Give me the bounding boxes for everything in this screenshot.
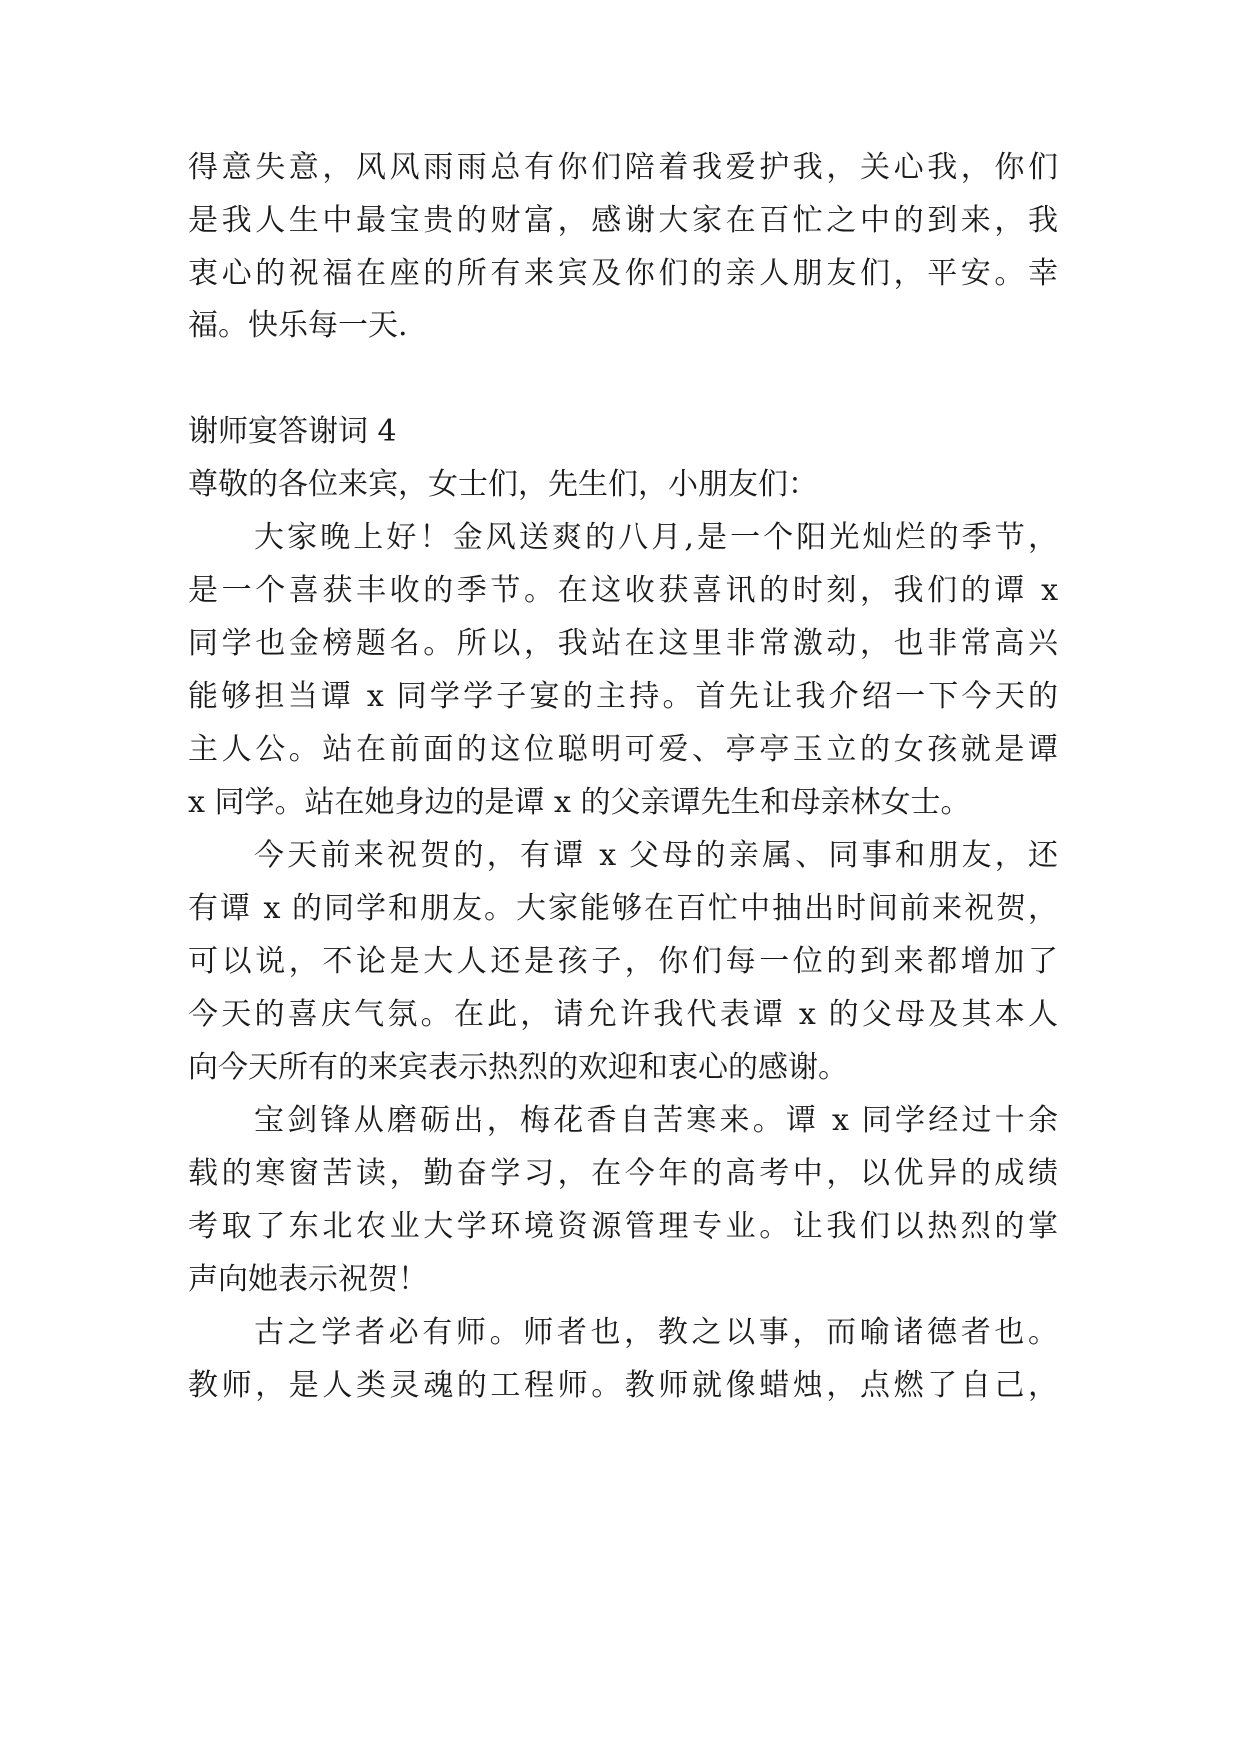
salutation: 尊敬的各位来宾，女士们，先生们，小朋友们： [188,467,818,502]
paragraph-line: 教师，是人类灵魂的工程师。教师就像蜡烛，点燃了自己， [188,1368,1058,1403]
intro-line: 衷心的祝福在座的所有来宾及你们的亲人朋友们，平安。幸 [188,256,1058,291]
paragraph-line: 考取了东北农业大学环境资源管理专业。让我们以热烈的掌 [188,1209,1058,1244]
paragraph-line: 宝剑锋从磨砺出，梅花香自苦寒来。谭 x 同学经过十余 [254,1103,1058,1138]
paragraph-line: 今天前来祝贺的，有谭 x 父母的亲属、同事和朋友，还 [254,838,1058,873]
paragraph-line: 是一个喜获丰收的季节。在这收获喜讯的时刻，我们的谭 x [188,573,1058,608]
paragraph-line: 主人公。站在前面的这位聪明可爱、亭亭玉立的女孩就是谭 [188,732,1058,767]
paragraph-line: x 同学。站在她身边的是谭 x 的父亲谭先生和母亲林女士。 [188,785,971,820]
intro-line: 得意失意，风风雨雨总有你们陪着我爱护我，关心我，你们 [188,150,1058,185]
paragraph-line: 能够担当谭 x 同学学子宴的主持。首先让我介绍一下今天的 [188,679,1058,714]
paragraph-line: 今天的喜庆气氛。在此，请允许我代表谭 x 的父母及其本人 [188,997,1058,1032]
paragraph-line: 古之学者必有师。师者也，教之以事，而喻诸德者也。 [254,1315,1058,1350]
intro-line: 是我人生中最宝贵的财富，感谢大家在百忙之中的到来，我 [188,203,1058,238]
paragraph-line: 可以说，不论是大人还是孩子，你们每一位的到来都增加了 [188,944,1058,979]
paragraph-line: 同学也金榜题名。所以，我站在这里非常激动，也非常高兴 [188,626,1058,661]
paragraph-line: 声向她表示祝贺！ [188,1262,428,1297]
paragraph-line: 大家晚上好！金风送爽的八月,是一个阳光灿烂的季节， [254,520,1058,555]
section-title: 谢师宴答谢词 4 [188,414,397,449]
paragraph-line: 载的寒窗苦读，勤奋学习，在今年的高考中，以优异的成绩 [188,1156,1058,1191]
paragraph-line: 有谭 x 的同学和朋友。大家能够在百忙中抽出时间前来祝贺， [188,891,1058,926]
paragraph-line: 向今天所有的来宾表示热烈的欢迎和衷心的感谢。 [188,1050,848,1085]
intro-line: 福。快乐每一天. [188,308,408,343]
